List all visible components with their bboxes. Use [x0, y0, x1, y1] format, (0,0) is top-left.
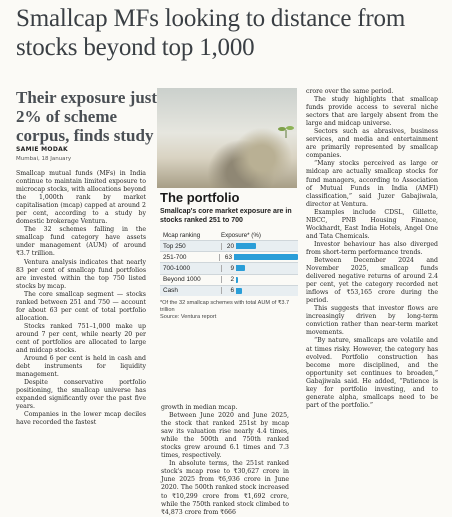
bar-track	[236, 265, 298, 271]
category-label: Beyond 1000	[163, 276, 201, 284]
chart-row	[160, 262, 298, 273]
value-label: 6	[221, 287, 236, 294]
paragraph: Despite conservative portfolio positioning, the smallcap universe has expanded significantly over the past five years.	[16, 379, 146, 411]
exposure-column-header: Exposure* (%)	[221, 231, 261, 239]
chart-rows	[160, 240, 298, 296]
paragraph: The 32 schemes falling in the smallcap fund category have assets under management (AUM) of around ₹3.7 trillion.	[16, 226, 146, 258]
bar	[236, 265, 245, 271]
bar	[236, 243, 256, 249]
mcap-column-header: Mcap ranking	[163, 231, 201, 239]
chart-header	[160, 230, 298, 240]
value-label: 9	[221, 265, 236, 272]
paragraph: Ventura analysis indicates that nearly 83 per cent of smallcap fund portfolios are invested within the top 750 listed stocks by mcap.	[16, 258, 146, 290]
portfolio-chart	[160, 190, 298, 322]
bar-track	[236, 288, 298, 294]
chart-row	[160, 240, 298, 251]
paragraph: “By nature, smallcaps are volatile and at times risky. However, the category has evolved. Portfolio construction has become more disciplined, and the opportunity set continues to broaden,” Gabajiwala said. He added, “Patience is key for portfolio investing, and to generate alpha, smallcaps need to be part of the portfolio.”	[306, 337, 438, 409]
paragraph: This suggests that investor flows are increasingly driven by long-term conviction rather than near-term market movements.	[306, 305, 438, 337]
bar-track	[234, 254, 298, 260]
value-label: 2	[221, 276, 236, 283]
dateline: Mumbai, 18 January	[16, 156, 72, 162]
paragraph: “Many stocks perceived as large or midcap are actually smallcap stocks for fund managers, according to Association of Mutual Funds in India (AMFI) classification,” said Juzer Gabajiwala, director at Ventura.	[306, 160, 438, 208]
paragraph: Smallcap mutual funds (MFs) in India continue to maintain limited exposure to microcap stocks, with allocations beyond the 1,000th rank by market capitalisation (mcap) capped at around 2 per cent, according to a study by domestic brokerage Ventura.	[16, 170, 146, 226]
category-label: Top 250	[163, 242, 186, 250]
paragraph: Between June 2020 and June 2025, the stock that ranked 251st by mcap saw its valuation rise nearly 4.4 times, while the 500th and 750th ranked stocks grew around 6.1 times and 7.3 times, respectively.	[161, 412, 289, 460]
bar	[236, 277, 238, 283]
headline: Smallcap MFs looking to distance from stocks beyond top 1,000	[16, 5, 406, 61]
article-column-3	[306, 88, 438, 410]
paragraph: The core smallcap segment — stocks ranked between 251 and 750 — account for about 63 per cent of total portfolio allocation.	[16, 290, 146, 322]
category-label: 700-1000	[163, 264, 191, 272]
chart-subtitle: Smallcap's core market exposure are in stocks ranked 251 to 700	[160, 208, 292, 224]
bar-track	[236, 277, 298, 283]
paragraph: Examples include CDSL, Gillette, NBCC, PNB Housing Finance, Wockhardt, East India Hotels, Angel One and Tata Chemicals.	[306, 208, 438, 240]
paragraph: Around 6 per cent is held in cash and debt instruments for liquidity management.	[16, 355, 146, 379]
chart-row	[160, 274, 298, 285]
bar	[236, 288, 242, 294]
article-column-1	[16, 170, 146, 428]
category-label: 251-700	[163, 253, 187, 261]
paragraph: The study highlights that smallcap funds provide access to several niche sectors that are largely absent from the large and midcap universe.	[306, 96, 438, 128]
chart-title: The portfolio	[160, 190, 240, 205]
bar-track	[236, 243, 298, 249]
chart-row	[160, 285, 298, 296]
sapling-icon	[275, 124, 297, 138]
byline: SAMIE MODAK	[16, 146, 69, 153]
paragraph: Sectors such as abrasives, business services, and media and entertainment are primarily represented by smallcap companies.	[306, 128, 438, 160]
chart-source: Source: Ventura report	[160, 314, 217, 321]
coins-plant-photo	[157, 88, 297, 188]
chart-row	[160, 251, 298, 262]
value-label: 20	[221, 243, 236, 250]
bar	[234, 254, 298, 260]
category-label: Cash	[163, 287, 178, 295]
paragraph: Companies in the lower mcap deciles have recorded the fastest	[16, 411, 146, 427]
paragraph: crore over the same period.	[306, 88, 394, 95]
paragraph: Investor behaviour has also diverged from short-term performance trends.	[306, 240, 438, 256]
paragraph: Stocks ranked 751–1,000 make up around 7 per cent, while nearly 20 per cent of portfolios are allocated to large and midcap stocks.	[16, 322, 146, 355]
value-label: 63	[219, 254, 234, 261]
paragraph: In absolute terms, the 251st ranked stock's mcap rose to ₹30,627 crore in June 2025 from ₹6,936 crore in June 2020. The 500th ranked stock increased to ₹10,299 crore from ₹1,692 crore, while the 750th ranked stock climbed to ₹4,873 crore from ₹666	[161, 460, 289, 516]
chart-footnote: *Of the 32 smallcap schemes with total AUM of ₹3.7 trillion	[160, 299, 290, 314]
deck-subheadline: Their exposure just 2% of scheme corpus, finds study	[16, 88, 158, 145]
paragraph: Between December 2024 and November 2025, smallcap funds delivered negative returns of around 2.4 per cent, yet the category recorded net inflows of ₹53,165 crore during the period.	[306, 256, 438, 305]
paragraph: growth in median mcap.	[161, 404, 238, 411]
